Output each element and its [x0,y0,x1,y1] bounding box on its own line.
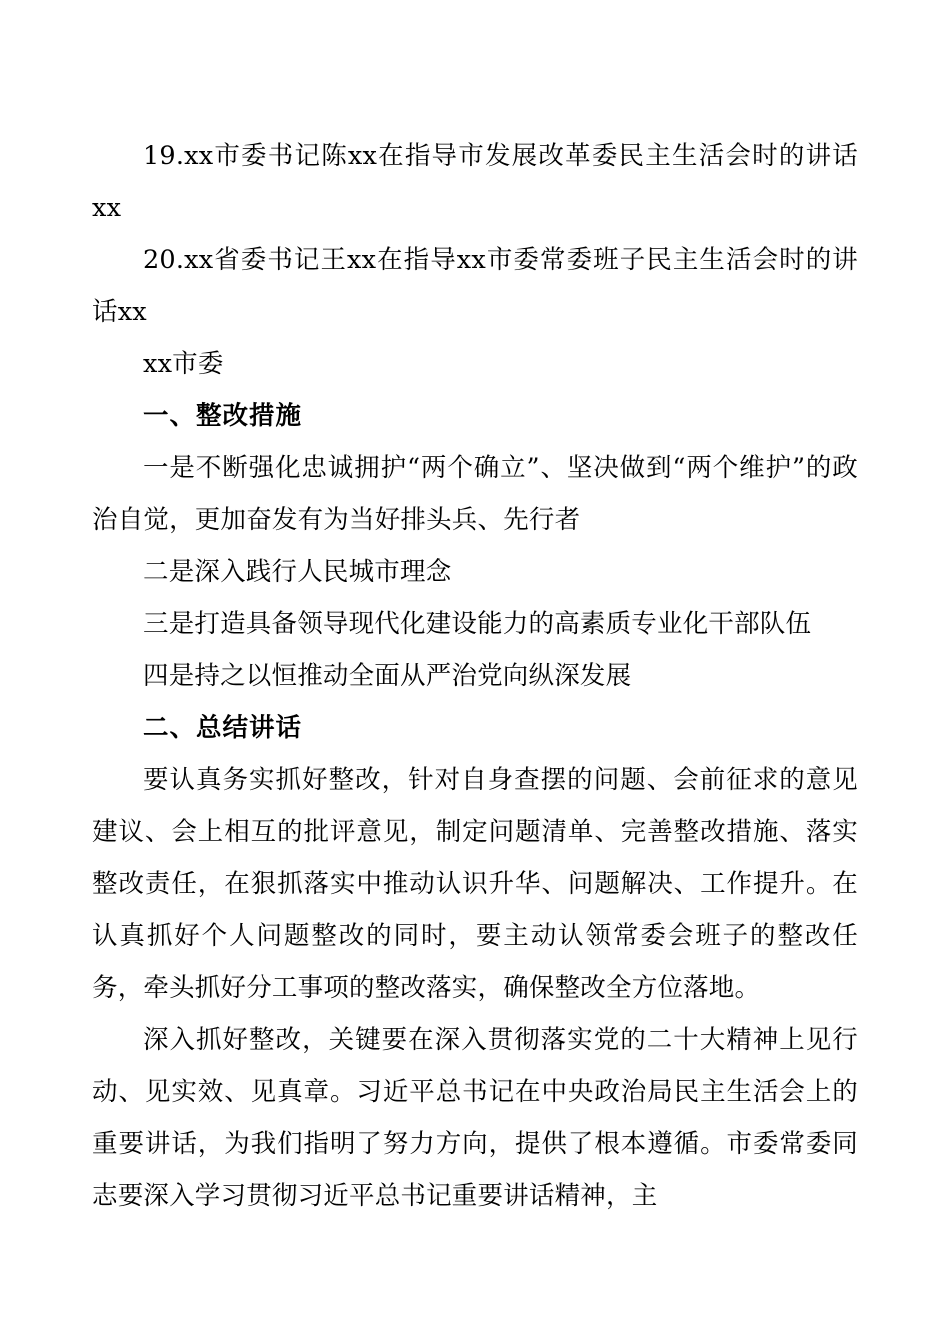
measure-item-one: 一是不断强化忠诚拥护“两个确立”、坚决做到“两个维护”的政治自觉，更加奋发有为当好排头兵、先行者 [92,453,858,535]
summary-paragraph-one: 要认真务实抓好整改，针对自身查摆的问题、会前征求的意见建议、会上相互的批评意见，制定问题清单、完善整改措施、落实整改责任，在狠抓落实中推动认识升华、问题解决、工作提升。在认真抓好个人问题整改的同时，要主动认领常委会班子的整改任务，牵头抓好分工事项的整改落实，确保整改全方位落地。 [92,765,858,1003]
measure-item-three: 三是打造具备领导现代化建设能力的高素质专业化干部队伍 [143,609,812,639]
document-body [92,130,858,1222]
measure-item-two: 二是深入践行人民城市理念 [143,557,452,587]
measure-item-four: 四是持之以恒推动全面从严治党向纵深发展 [143,661,632,691]
section-heading-one: 一、整改措施 [143,401,303,431]
list-item-19: 19.xx市委书记陈xx在指导市发展改革委民主生活会时的讲话xx [92,141,858,223]
signature-line: xx市委 [143,349,224,379]
summary-paragraph-two: 深入抓好整改，关键要在深入贯彻落实党的二十大精神上见行动、见实效、见真章。习近平总书记在中央政治局民主生活会上的重要讲话，为我们指明了努力方向，提供了根本遵循。市委常委同志要深入学习贯彻习近平总书记重要讲话精神，主 [92,1025,858,1211]
list-item-20: 20.xx省委书记王xx在指导xx市委常委班子民主生活会时的讲话xx [92,245,858,327]
section-heading-two: 二、总结讲话 [143,713,303,743]
